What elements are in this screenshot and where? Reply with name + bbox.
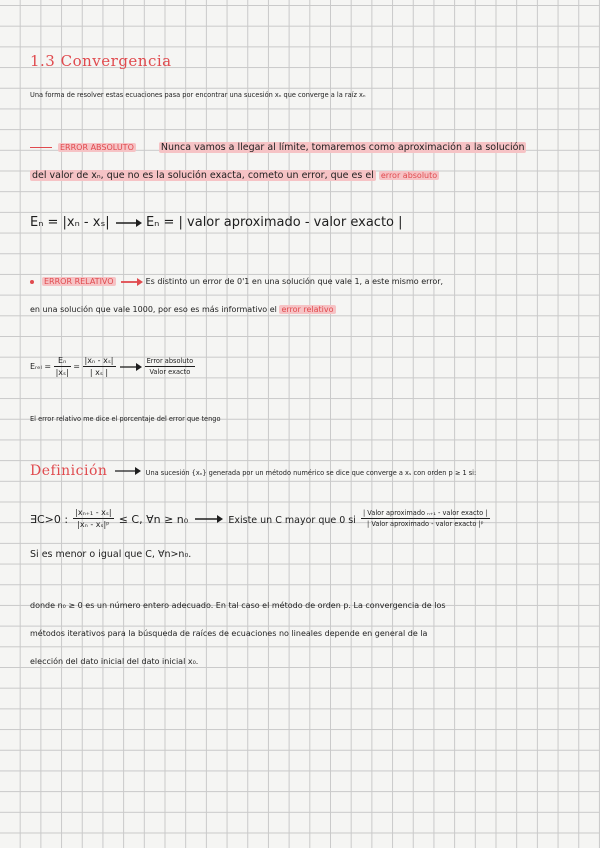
definicion-condition [30, 508, 490, 529]
error-absoluto-label: ERROR ABSOLUTO [60, 143, 134, 152]
definicion-para-3: elección del dato inicial del dato inicial x₀. [30, 657, 199, 666]
rel-fraction-2-num: |xₙ - xₛ| [84, 356, 114, 365]
error-relativo-line-2 [30, 305, 336, 314]
definicion-text: Una sucesión {xₙ} generada por un método numérico se dice que converge a xₛ con orden p ≥ 1 si: [145, 469, 477, 477]
error-absoluto-line-2 [30, 170, 439, 181]
rel-fraction-2 [83, 356, 116, 377]
error-relativo-label: ERROR RELATIVO [44, 277, 114, 286]
error-relativo-note: El error relativo me dice el porcentaje del error que tengo [30, 415, 221, 423]
intro-text: Una forma de resolver estas ecuaciones pasa por encontrar una sucesión xₙ que converge a la raíz xₙ [30, 91, 366, 99]
rel-fraction-1-num: Eₙ [54, 356, 71, 367]
cond-fraction-b-num: | Valor aproximado ₙ₊₁ - valor exacto | [362, 509, 488, 517]
error-relativo-sentence-b: en una solución que vale 1000, por eso es más informativo el [30, 305, 277, 314]
cond-fraction-b [361, 509, 490, 528]
rel-formula-lhs: Eᵣₑₗ = [30, 362, 52, 371]
definicion-para-2: métodos iterativos para la búsqueda de raíces de ecuaciones no lineales depende en general de la [30, 629, 428, 638]
error-absoluto-sentence-a: Nunca vamos a llegar al límite, tomaremos como aproximación a la solución [160, 142, 525, 153]
formula-lhs: Eₙ = |xₙ - xₛ| [30, 215, 110, 230]
rel-fraction-3-den: Valor exacto [149, 368, 191, 376]
error-absoluto-formula [30, 215, 403, 230]
section-title [30, 52, 172, 70]
cond-fraction [73, 508, 113, 529]
cond-rhs: ≤ C, ∀n ≥ n₀ [118, 513, 189, 526]
error-relativo-term: error relativo [281, 305, 334, 314]
definicion-para-1: donde n₀ ≥ 0 es un número entero adecuado. En tal caso el método de orden p. La convergencia de los [30, 601, 446, 610]
rel-fraction-1-den: |xₛ| [55, 368, 69, 377]
cond-fraction-b-den: | Valor aproximado - valor exacto |ᵖ [367, 520, 484, 528]
error-relativo-line [30, 276, 443, 287]
arrow-right-icon [119, 277, 143, 287]
dash-icon [30, 147, 52, 149]
section-number: 1.3 [30, 52, 56, 70]
rel-fraction-3-num: Error absoluto [146, 357, 194, 365]
arrow-right-icon [114, 218, 142, 228]
error-relativo-formula [30, 356, 195, 377]
cond-lhs: ∃C>0 : [30, 513, 69, 526]
menor-text: Si es menor o igual que C, ∀n>n₀. [30, 549, 192, 560]
rel-equals: = [73, 362, 80, 371]
arrow-right-icon [193, 514, 223, 524]
error-absoluto-sentence-b: del valor de xₙ, que no es la solución exacta, cometo un error, que es el [32, 170, 374, 181]
definicion-label: Definición [30, 463, 108, 479]
rel-fraction-1 [54, 356, 71, 377]
definicion-line [30, 460, 476, 479]
error-absoluto-term: error absoluto [380, 171, 438, 180]
rel-fraction-2-den: | xₛ | [89, 368, 109, 377]
cond-fraction-num: |xₙ₊₁ - xₛ| [75, 508, 112, 517]
error-relativo-sentence-a: Es distinto un error de 0'1 en una solución que vale 1, a este mismo error, [145, 277, 444, 286]
cond-fraction-den: |xₙ - xₛ|ᵖ [77, 520, 110, 529]
arrow-right-icon [113, 466, 141, 476]
section-title-text: Convergencia [60, 52, 172, 70]
formula-rhs: Eₙ = | valor aproximado - valor exacto | [145, 215, 403, 230]
bullet-icon [30, 280, 34, 284]
arrow-right-icon [118, 362, 142, 372]
exists-text: Existe un C mayor que 0 si [228, 515, 356, 526]
rel-fraction-3 [145, 357, 196, 376]
error-absoluto-line [30, 142, 526, 153]
